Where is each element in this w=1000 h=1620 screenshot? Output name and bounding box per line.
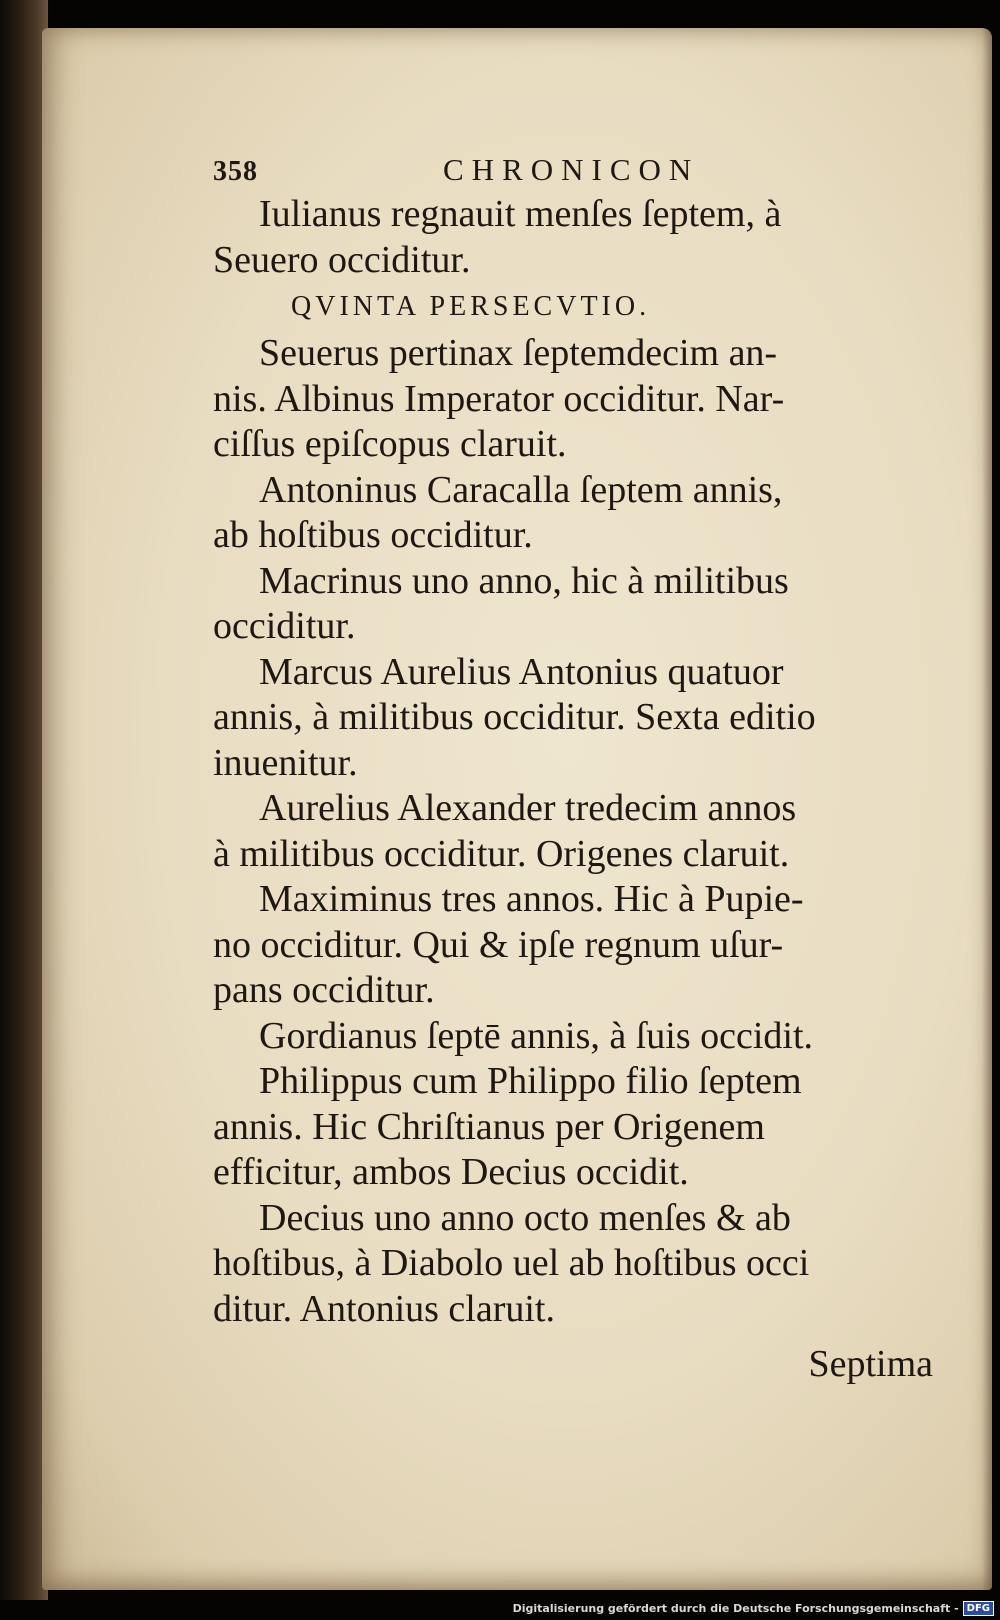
text-line: ditur. Antonius claruit. <box>213 1287 555 1330</box>
text-line: nis. Albinus Imperator occiditur. Nar- <box>213 377 785 420</box>
text-line: Seuerus pertinax ſeptemdecim an- <box>259 332 778 374</box>
page-number: 358 <box>213 156 258 187</box>
body-text <box>213 192 933 1332</box>
text-line: inuenitur. <box>213 741 358 784</box>
running-head-title: CHRONICON <box>443 152 700 187</box>
page-edge-shadow <box>982 28 992 1590</box>
text-line: annis, à militibus occiditur. Sexta editio <box>213 696 816 738</box>
text-line: occiditur. <box>213 605 356 647</box>
text-line: Seuero occiditur. <box>213 238 471 281</box>
section-heading: QVINTA PERSECVTIO. <box>291 291 651 322</box>
text-line: pans occiditur. <box>213 969 435 1011</box>
text-line: à militibus occiditur. Origenes claruit. <box>213 832 790 875</box>
text-line: no occiditur. Qui & ipſe regnum uſur- <box>213 923 784 966</box>
text-line: Antoninus Caracalla ſeptem annis, <box>259 468 783 511</box>
digitization-credit <box>513 1600 994 1616</box>
text-line: Philippus cum Philippo filio ſeptem <box>259 1060 802 1102</box>
text-line: Aurelius Alexander tredecim annos <box>259 787 797 829</box>
credit-text: Digitalisierung gefördert durch die Deutsche Forschungsgemeinschaft - <box>512 1601 959 1615</box>
dfg-logo-icon: DFG <box>963 1601 994 1616</box>
text-line: Decius uno anno octo menſes & ab <box>259 1196 791 1239</box>
running-head <box>213 140 933 192</box>
text-line: Maximinus tres annos. Hic à Pupie- <box>259 878 804 920</box>
text-line: annis. Hic Chriſtianus per Origenem <box>213 1105 765 1148</box>
text-line: Gordianus ſeptē annis, à ſuis occidit. <box>259 1014 814 1057</box>
text-line: efficitur, ambos Decius occidit. <box>213 1151 689 1193</box>
text-block <box>213 140 933 1388</box>
text-line: Iulianus regnauit menſes ſeptem, à <box>259 193 782 235</box>
text-line: Marcus Aurelius Antonius quatuor <box>259 650 784 693</box>
text-line: ciſſus epiſcopus claruit. <box>213 423 567 465</box>
book-spine-edge <box>0 0 48 1600</box>
text-line: Macrinus uno anno, hic à militibus <box>259 559 789 602</box>
text-line: hoſtibus, à Diabolo uel ab hoſtibus occi <box>213 1242 810 1284</box>
text-line: ab hoſtibus occiditur. <box>213 514 533 556</box>
catchword: Septima <box>808 1343 933 1385</box>
